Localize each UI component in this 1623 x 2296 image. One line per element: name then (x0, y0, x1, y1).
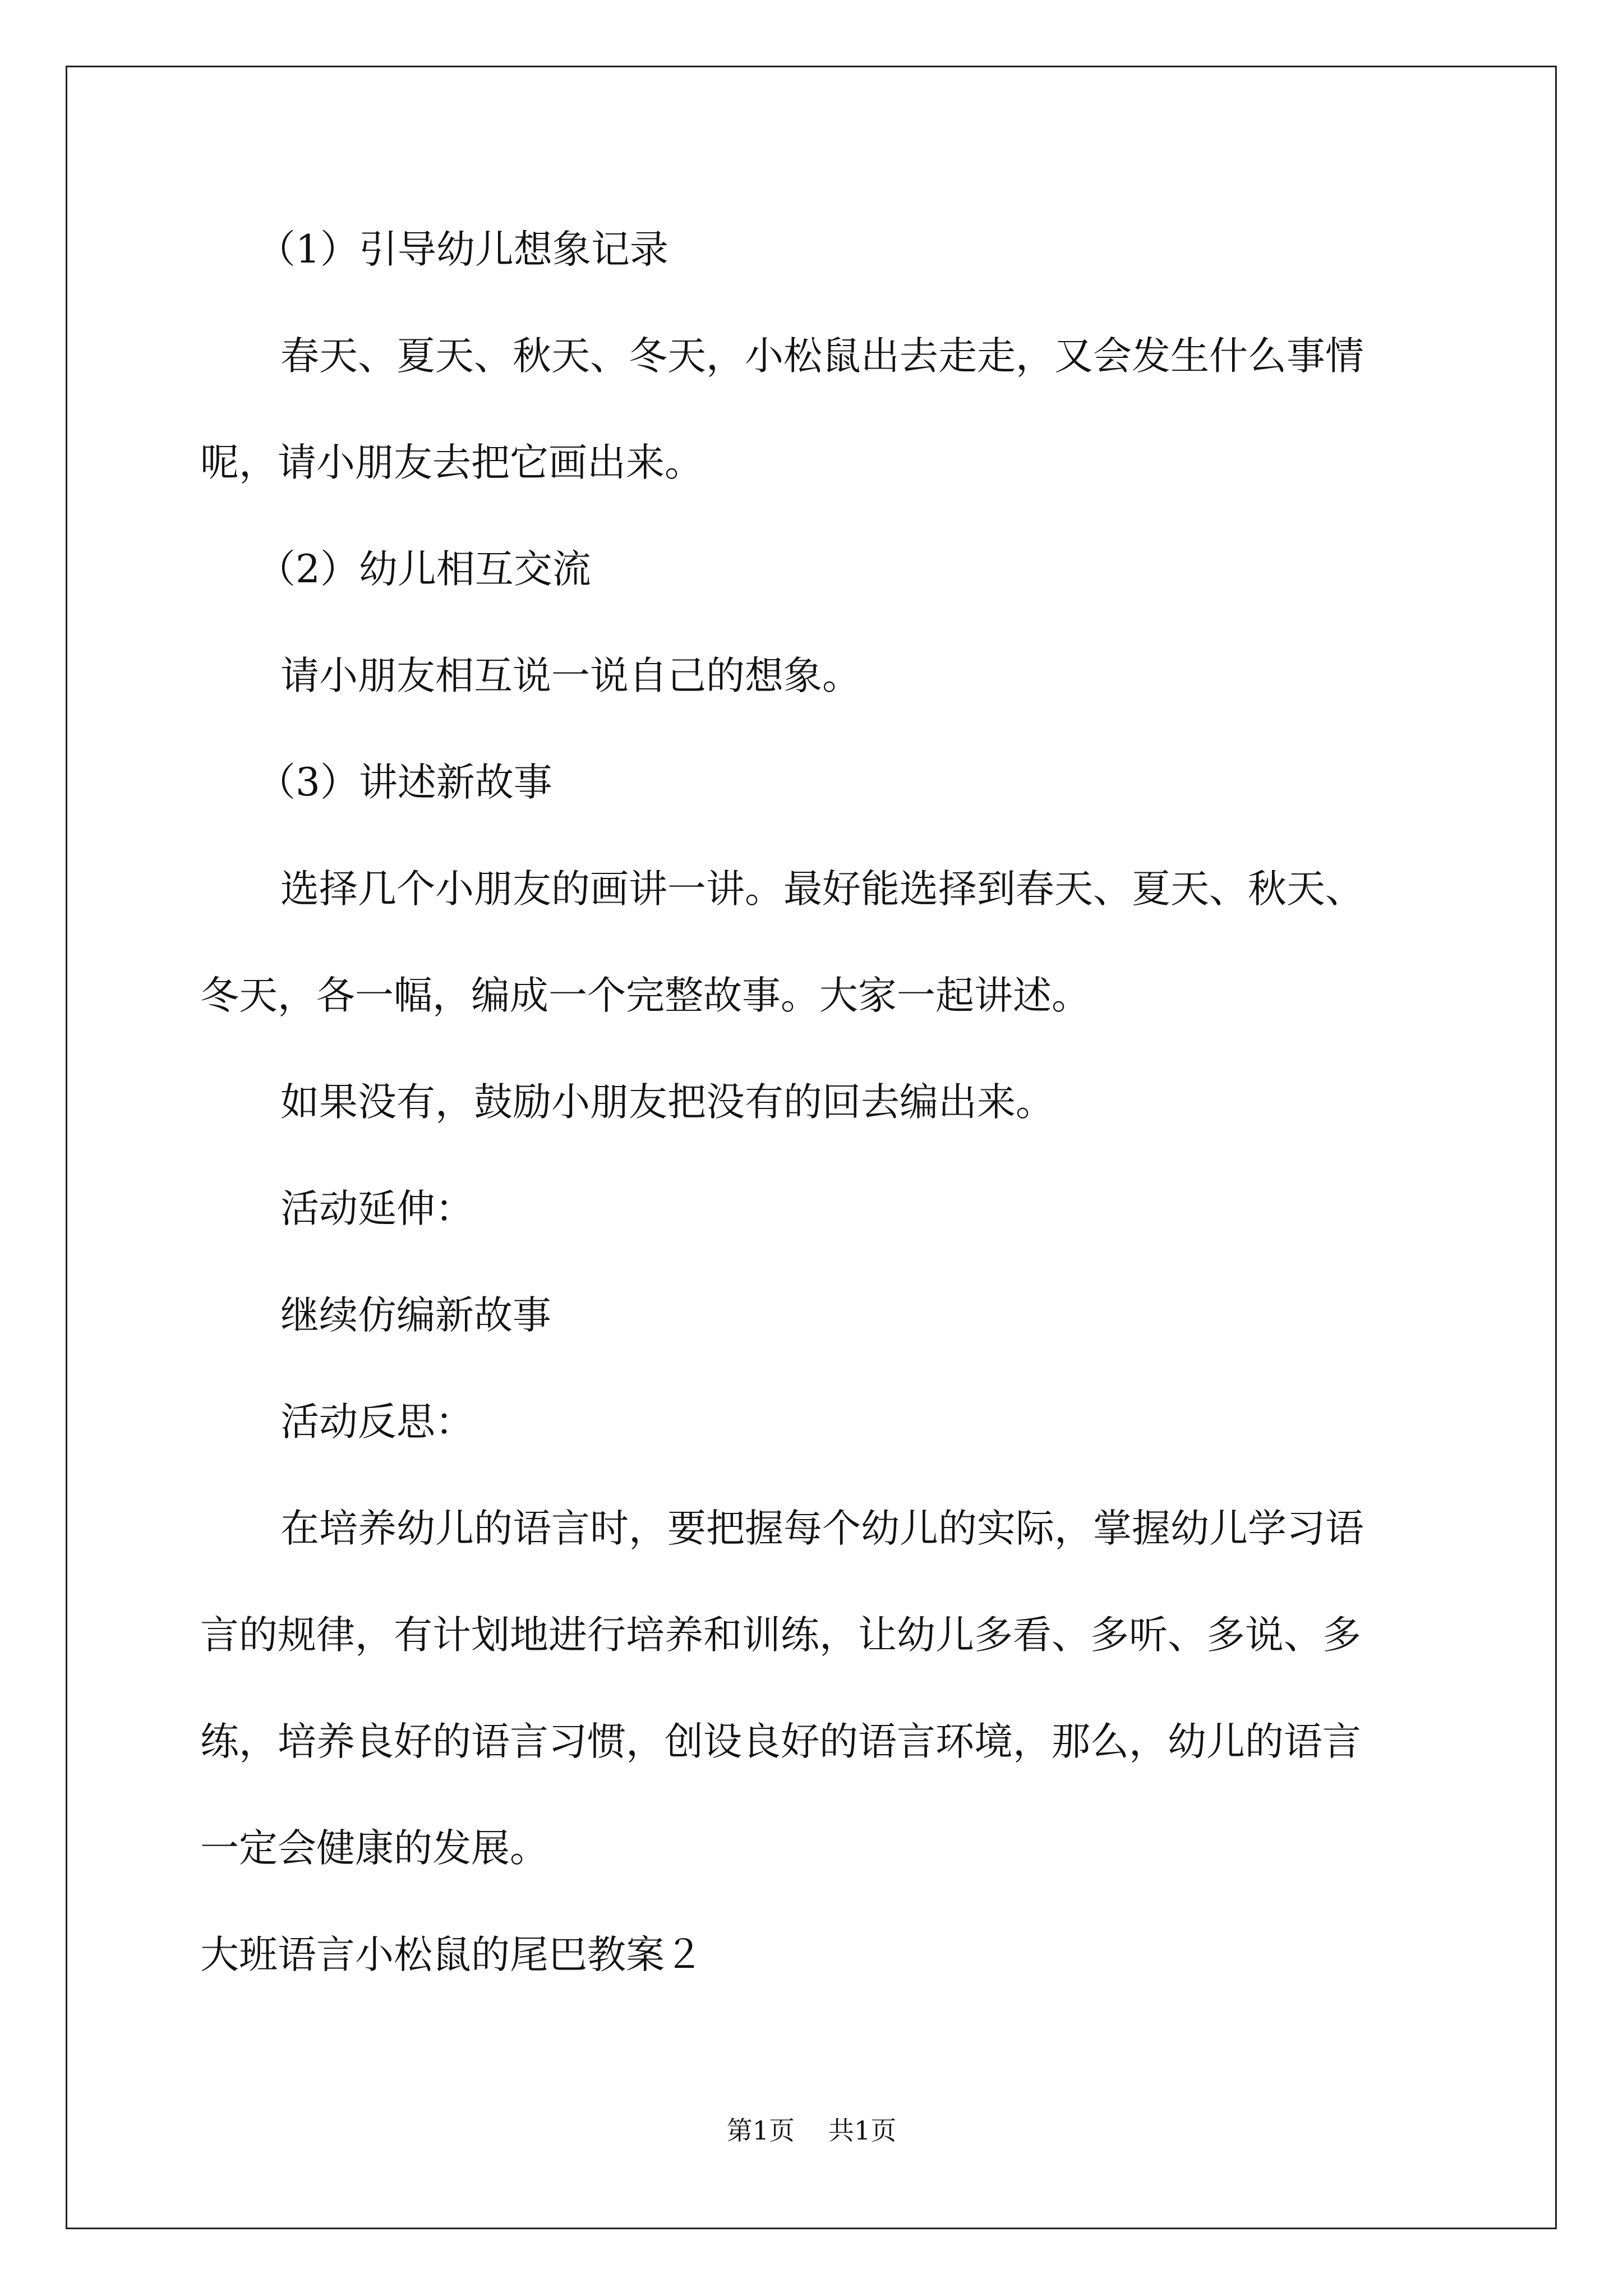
paragraph-line: 继续仿编新故事 (280, 1293, 551, 1338)
paragraph-line: 请小朋友相互说一说自己的想象。 (280, 654, 861, 698)
section-heading-2: （2）幼儿相互交流 (257, 547, 591, 592)
paragraph-line: 选择几个小朋友的画讲一讲。最好能选择到春天、夏天、秋天、 (280, 867, 1364, 912)
page-footer (0, 2115, 1623, 2146)
page-border (66, 66, 1557, 2229)
paragraph-line: 一定会健康的发展。 (200, 1826, 548, 1871)
paragraph-line: 呢，请小朋友去把它画出来。 (200, 440, 703, 485)
page-number: 第1页 (726, 2115, 795, 2146)
paragraph-line: 冬天，各一幅，编成一个完整故事。大家一起讲述。 (200, 973, 1090, 1018)
paragraph-line: 在培养幼儿的语言时，要把握每个幼儿的实际，掌握幼儿学习语 (280, 1506, 1364, 1551)
document-title-2: 大班语言小松鼠的尾巴教案２ (200, 1932, 703, 1977)
section-heading-1: （1）引导幼儿想象记录 (257, 227, 668, 272)
section-heading-3: （3）讲述新故事 (257, 760, 552, 805)
subheading-reflection: 活动反思： (280, 1400, 474, 1444)
subheading-extension: 活动延伸： (280, 1186, 474, 1231)
paragraph-line: 如果没有，鼓励小朋友把没有的回去编出来。 (280, 1080, 1054, 1125)
paragraph-line: 春天、夏天、秋天、冬天，小松鼠出去走走，又会发生什么事情 (280, 334, 1364, 379)
paragraph-line: 言的规律，有计划地进行培养和训练，让幼儿多看、多听、多说、多 (200, 1613, 1361, 1658)
page-total: 共1页 (828, 2115, 897, 2146)
paragraph-line: 练，培养良好的语言习惯，创设良好的语言环境，那么，幼儿的语言 (200, 1719, 1361, 1764)
